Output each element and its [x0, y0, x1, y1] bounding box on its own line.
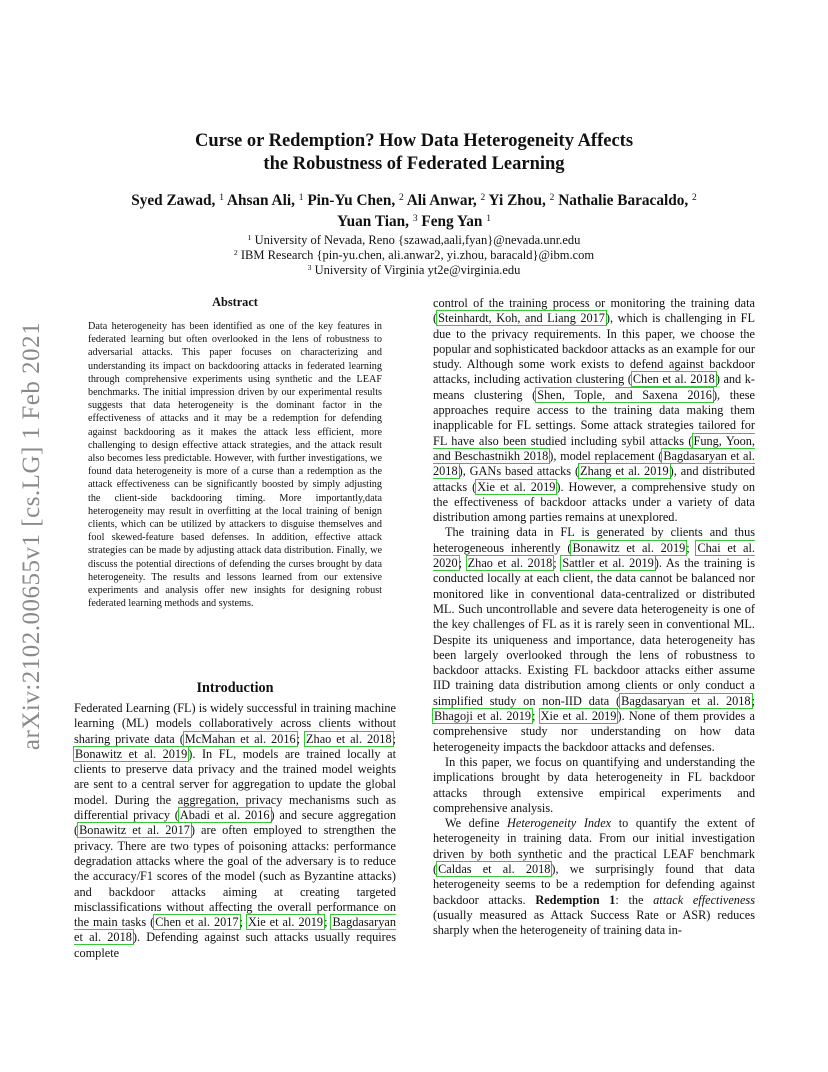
- intro-paragraph-1: Federated Learning (FL) is widely successful in training machine learning (ML) models collaboratively across clients without sharing private data (McMahan et al. 2016; Zhao et al. 2018; Bonawitz et al. 2019). In FL, models are trained locally at clients to preserve data privacy and the trained model weights are sent to a central server for aggregation to update the global model. During the aggregation, privacy mechanisms such as differential privacy (Abadi et al. 2016) and secure aggregation (Bonawitz et al. 2017) are often employed to strengthen the privacy. There are two types of poisoning attacks: performance degradation attacks where the goal of the adversary is to reduce the accuracy/F1 scores of the model (such as Byzantine attacks) and backdoor attacks aiming at creating targeted misclassifications without affecting the overall performance on the main tasks (Chen et al. 2017; Xie et al. 2019; Bagdasaryan et al. 2018). Defending against such attacks usually requires complete: [74, 701, 397, 960]
- citation-link[interactable]: Abadi et al. 2016: [179, 808, 270, 823]
- citation-link[interactable]: Bonawitz et al. 2019: [572, 540, 686, 555]
- citation-link[interactable]: Bonawitz et al. 2019: [75, 746, 188, 761]
- citation-link[interactable]: Chen et al. 2017: [155, 915, 239, 930]
- affiliation-mark: 1: [486, 213, 492, 224]
- author-list: [80, 190, 748, 232]
- citation-link[interactable]: Zhang et al. 2019: [580, 464, 669, 479]
- citation-link[interactable]: Chai et al. 2020: [433, 540, 755, 571]
- citation-link[interactable]: Shen, Tople, and Saxena 2016: [537, 387, 712, 402]
- affiliation-mark: 3: [412, 213, 418, 224]
- author-name: Nathalie Baracaldo,: [558, 192, 689, 209]
- affiliation-mark: 1: [219, 192, 224, 203]
- citation-link[interactable]: Zhao et al. 2018: [467, 556, 553, 571]
- citation-link[interactable]: Bonawitz et al. 2017: [79, 823, 190, 838]
- affiliation-mark: 2: [549, 192, 555, 203]
- citation-link[interactable]: Caldas et al. 2018: [438, 861, 551, 876]
- affiliation-mark: 2: [480, 192, 486, 203]
- author-name: Pin-Yu Chen,: [307, 192, 396, 209]
- left-column-text: [74, 701, 396, 961]
- abstract-heading: Abstract: [212, 295, 258, 309]
- affiliations: [130, 233, 698, 278]
- author-name: Yuan Tian,: [336, 213, 409, 230]
- affiliation-mark: 2: [692, 192, 697, 203]
- citation-link[interactable]: Zhao et al. 2018: [306, 731, 392, 746]
- author-name: Ahsan Ali,: [226, 192, 295, 209]
- author-name: Ali Anwar,: [406, 192, 477, 209]
- citation-link[interactable]: Bagdasaryan et al. 2018: [621, 693, 751, 708]
- intro-paragraph-1-continued: control of the training process or monitoring the training data (Steinhardt, Koh, and Liang 2017), which is challenging in FL due to the privacy requirements. In this paper, we choose the popular and sophisticated backdoor attacks as an example for our study. Although some work exists to defend against backdoor attacks, including activation clustering (Chen et al. 2018) and k-means clustering (Shen, Tople, and Saxena 2016), these approaches require access to the training data making them inapplicable for FL settings. Some attack strategies tailored for FL have also been studied including sybil attacks (Fung, Yoon, and Beschastnikh 2018), model replacement (Bagdasaryan et al. 2018), GANs based attacks (Zhang et al. 2019), and distributed attacks (Xie et al. 2019). However, a comprehensive study on the effectiveness of backdoor attacks under a variety of data distribution among parties remains at unexplored.: [433, 296, 756, 525]
- citation-link[interactable]: Chen et al. 2018: [632, 372, 715, 387]
- affiliation-line: $^1$ University of Nevada, Reno {szawad,aali,fyan}@nevada.unr.edu: [247, 232, 581, 247]
- paper-title: [100, 130, 728, 176]
- intro-paragraph-4: We define Heterogeneity Index to quantify the extent of heterogeneity in training data. From our initial investigation driven by both synthetic and the practical LEAF benchmark (Caldas et al. 2018), we surprisingly found that data heterogeneity seems to be a redemption for defending against backdoor attacks. Redemption 1: the attack effectiveness (usually measured as Attack Success Rate or ASR) reduces sharply when the heterogeneity of training data in-: [433, 816, 755, 938]
- citation-link[interactable]: Bhagoji et al. 2019: [434, 709, 531, 724]
- section-heading-introduction: Introduction: [196, 680, 274, 696]
- abstract-text: Data heterogeneity has been identified as one of the key features in federated learning but often overlooked in the lens of robustness to adversarial attacks. This paper focuses on characterizing and understanding its impact on backdooring attacks in federated learning through comprehensive experiments using synthetic and the LEAF benchmarks. The initial impression driven by our experimental results suggests that data heterogeneity is the dominant factor in the effectiveness of attacks and it may be a redemption for defending against backdooring as it makes the attack less efficient, more challenging to design effective attack strategies, and the attack result also becomes less predictable. However, with further investigations, we found data heterogeneity is more of a curse than a redemption as the attack effectiveness can be significantly boosted by simply adjusting the client-side backdooring timing. More importantly,data heterogeneity may result in overfitting at the local training of benign clients, which can be utilized by attackers to disguise themselves and fool skewed-feature based defenses. In addition, effective attack strategies can be made by adjusting attack data distribution. Finally, we discuss the potential directions of defending the curses brought by data heterogeneity. The results and lessons learned from our extensive experiments and analysis offer new insights for designing robust federated learning methods and systems.: [88, 321, 382, 610]
- affiliation-line: $^3$ University of Virginia yt2e@virginia.edu: [307, 262, 521, 277]
- author-name: Feng Yan: [421, 213, 483, 230]
- citation-link[interactable]: Xie et al. 2019: [247, 915, 324, 930]
- citation-link[interactable]: Sattler et al. 2019: [562, 556, 654, 571]
- citation-link[interactable]: Xie et al. 2019: [477, 479, 556, 494]
- citation-link[interactable]: McMahan et al. 2016: [184, 731, 296, 746]
- affiliation-line: $^2$ IBM Research {pin-yu.chen, ali.anwar2, yi.zhou, baracald}@ibm.com: [233, 247, 595, 262]
- citation-link[interactable]: Xie et al. 2019: [540, 709, 617, 724]
- author-name: Syed Zawad,: [131, 192, 216, 209]
- intro-paragraph-3: In this paper, we focus on quantifying and understanding the implications brought by data heterogeneity in FL backdoor attacks through extensive empirical experiments and comprehensive analysis.: [433, 754, 755, 815]
- citation-link[interactable]: Bagdasaryan et al. 2018: [433, 448, 755, 479]
- arxiv-stamp: arXiv:2102.00655v1 [cs.LG] 1 Feb 2021: [18, 321, 45, 751]
- right-column-text: [433, 296, 755, 938]
- intro-paragraph-2: The training data in FL is generated by clients and thus heterogeneous inherently (Bonawitz et al. 2019; Chai et al. 2020; Zhao et al. 2018; Sattler et al. 2019). As the training is conducted locally at each client, the data cannot be balanced nor monitored like in conventional data-centralized or distributed ML. Such uncontrollable and severe data heterogeneity is one of the key challenges of FL as it is rarely seen in conventional ML. Despite its uniqueness and importance, data heterogeneity has been largely overlooked through the lens of robustness to backdoor attacks. Existing FL backdoor attacks either assume IID training data distribution among clients or only conduct a simplified study on non-IID data (Bagdasaryan et al. 2018; Bhagoji et al. 2019; Xie et al. 2019). None of them provides a comprehensive study nor understanding on how data heterogeneity impacts the backdoor attacks and defenses.: [433, 525, 755, 754]
- affiliation-mark: 1: [298, 192, 304, 203]
- citation-link[interactable]: Fung, Yoon, and Beschastnikh 2018: [433, 433, 755, 463]
- title-line-1: Curse or Redemption? How Data Heterogeneity Affects: [194, 131, 634, 151]
- affiliation-mark: 2: [399, 192, 404, 203]
- citation-link[interactable]: Bagdasaryan et al. 2018: [74, 915, 396, 945]
- citation-link[interactable]: Steinhardt, Koh, and Liang 2017: [438, 311, 605, 326]
- title-line-2: the Robustness of Federated Learning: [263, 154, 565, 174]
- author-name: Yi Zhou,: [488, 192, 546, 209]
